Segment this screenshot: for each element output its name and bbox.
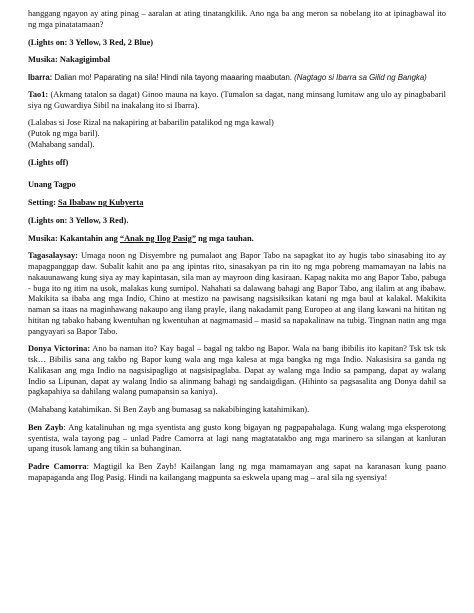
stage-direction-silence: (Mahabang katahimikan. Si Ben Zayb ang bumasag sa nakabibinging katahimikan). [28,405,310,415]
ibarra-text: Dalian mo! Paparating na sila! Hindi nila tayong maaaring maabutan. [52,73,295,82]
stage-direction-rizal: (Lalabas si Jose Rizal na nakapiring at babarilin patalikod ng mga kawal) [28,118,274,128]
lights-off-cue: (Lights off) [28,157,69,167]
tao1-text: (Akmang tatalon sa dagat) Ginoo mauna na kayo. (Tumalon sa dagat, nang minsang lumitaw ang ulo ay pinagbabaril siya ng Guwardiya Sibil na inakalang ito si Ibarra). [28,89,446,110]
stage-direction-gunshot: (Putok ng mga baril). [28,129,100,139]
music-cue-1: Musika: Nakagigimbal [28,55,111,65]
narrator-text: Umaga noon ng Disyembre ng pumalaot ang Bapor Tabo na sapagkat ito ay hugis tabo sinasabing ito ay mapagpanggap daw. Subalit kahit ano pa ang ipintas rito, sinasakyan pa rin ito ng mga pobreng mamamayan na labis na nakauunawang kung siya ay may kapintasan, sila man ay mayroon ding kasiraan. Kapag nakita mo ang Bapor Tabo, pabuga - buga ito ng itim na usok, malakas kung sumipol. Nahahati sa dalawang bahagi ang Bapor Tabo, ang ilalim at ang ibabaw. Makikita sa ibaba ang mga Indio, Chino at mestizo na pawisang nagsisiksikan katani ng mga baul at kalakal. Makikita naman sa itaas na maginhawang nakaupo ang ilang prayle, ilang nakadamit pang Europeo at ang ilang kawani na hititan ng hititan ng tabako habang kwentuhan ng kwentuhan at nagmamasid – masid sa napakalinaw na tubig. Tingnan natin ang mga pangyayari sa Bapor Tabo. [28,251,446,336]
ben-zayb-dialogue [28,423,446,455]
donya-victorina-speaker: Donya Victorina: [28,344,91,354]
stage-direction-group [28,118,446,150]
lights-cue-2: (Lights on: 3 Yellow, 3 Red). [28,215,129,225]
padre-camorra-dialogue [28,462,446,484]
donya-victorina-text: Ano ba naman ito? Kay bagal – bagal ng takbo ng Bapor. Wala na bang ibibilis ito kapitan? Tsk tsk tsk tsk… Bibilis sana ang takbo ng Bapor kung wala ang mga kalesa at mga bangka ng mga Indio. Nakasisira sa ganda ng Kalikasan ang mga Indio na nagsisipagligo at nagsisipaglaba. Dapat ay walang mga Indio sa pampang, dapat ay walang Indio sa Lipunan, dapat ay walang Indio sa alinmang bahagi ng sandaigdigan. (Hihinto sa pagsasalita ang Donya dahil sa pagkapahiya sa dahilang walang pumapansin sa kaniya). [28,344,446,397]
song-title: “Anak ng Ilog Pasig” [119,233,197,243]
setting-label: Setting: [28,198,59,208]
ben-zayb-speaker: Ben Zayb [28,422,64,432]
music-cue-2-suffix: ng mga tauhan. [196,233,254,243]
ibarra-direction: (Nagtago si Ibarra sa Gilid ng Bangka) [294,73,427,82]
ibarra-speaker: Ibarra: [28,73,53,82]
scene-title: Unang Tagpo [28,180,76,190]
narrator-speaker: Tagasalaysay: [28,251,78,261]
setting-value: Sa Ibabaw ng Kubyerta [58,198,144,208]
intro-paragraph: hanggang ngayon ay ating pinag – aaralan at ating tinatangkilik. Ano nga ba ang meron sa nobelang ito at ipinagbawal ito ng mga pinatatamaan? [28,9,446,29]
donya-victorina-dialogue [28,344,446,398]
tao1-speaker: Tao1: [28,89,49,99]
narrator-paragraph [28,251,446,337]
setting-line [28,198,446,209]
ben-zayb-text: : Ang katalinuhan ng mga syentista ang gusto kong bigayan ng pagpapahalaga. Kung walang mga eksperotong syentista, wala tayong pag – unlad Padre Camorra at lagi nang magtatatakbo ang mga marinero sa silangan at kanluran upang itusok lamang ang tikin sa buhanginan. [28,422,446,454]
lights-cue-1: (Lights on: 3 Yellow, 3 Red, 2 Blue) [28,37,154,47]
padre-camorra-speaker: Padre Camorra [28,462,87,472]
ibarra-dialogue [28,73,446,83]
padre-camorra-text: : Magtigil ka Ben Zayb! Kailangan lang ng mga mamamayan ang sapat na karanasan kung paano mapapaganda ang Ilog Pasig. Hindi na kailangang magpunta sa eskwela upang mag – aral sila ng syensiya! [28,462,447,482]
tao1-dialogue [28,90,446,112]
stage-direction-pause: (Mahabang sandal). [28,139,95,149]
music-cue-2 [28,234,446,245]
music-cue-2-prefix: Musika: Kakantahin ang [28,233,120,243]
